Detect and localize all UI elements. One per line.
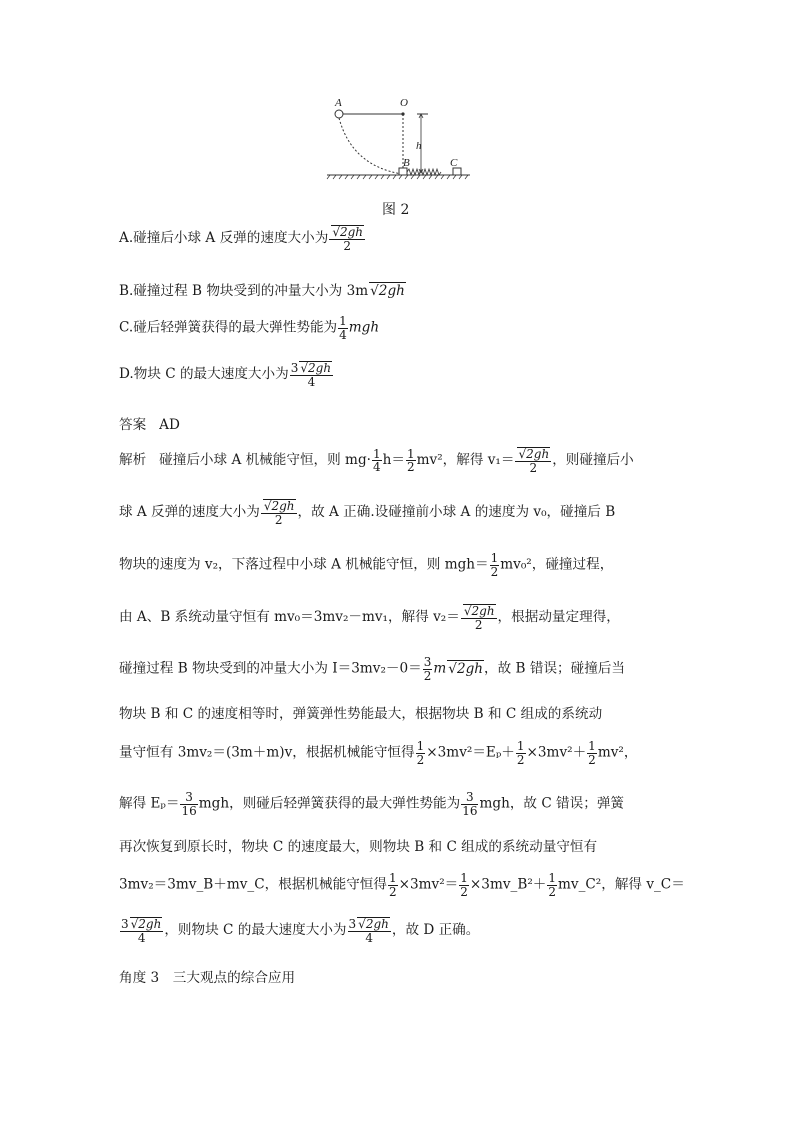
answer-line: 答案 AD [119, 417, 180, 433]
option-b: B.碰撞过程 B 物块受到的冲量大小为 3m√ 2gh [119, 279, 406, 299]
label-a: A [335, 97, 342, 109]
swing-arc [339, 118, 402, 174]
figure-caption: 图 2 [382, 202, 410, 218]
option-c: C.碰后轻弹簧获得的最大弹性势能为 $\frac{1}{4}$ mgh [119, 314, 380, 342]
label-b: B [403, 157, 410, 169]
analysis-line-1: 解析 碰撞后小球 A 机械能守恒，则 mg· $\frac{1}{4}$ h＝ $\frac{1}{2}$ mv²，解得 v₁＝ √ $\frac{2gh}{2}$ ，则碰撞后小 [119, 447, 634, 474]
analysis-line-9: 再次恢复到原长时，物块 C 的速度最大，则物块 B 和 C 组成的系统动量守恒有 [119, 839, 598, 855]
physics-diagram [322, 94, 472, 186]
section-heading: 角度 3 三大观点的综合应用 [119, 970, 296, 986]
spring [407, 169, 441, 175]
analysis-line-8: 解得 Eₚ＝ $\frac{3}{16}$ mgh，则碰后轻弹簧获得的最大弹性势能为 $\frac{3}{16}$ mgh，故 C 错误；弹簧 [119, 790, 625, 818]
option-d: D.物块 C 的最大速度大小为 $\frac{3√ 2gh}{4}$ [119, 361, 334, 388]
ball-a [335, 110, 343, 118]
analysis-line-7: 量守恒有 3mv₂＝(3m＋m)v，根据机械能守恒得 $\frac{1}{2}$ ×3mv²＝Eₚ＋ $\frac{1}{2}$ ×3mv²＋ $\frac{1}{2}$ mv²， [119, 739, 638, 767]
block-b [399, 168, 407, 175]
analysis-line-4: 由 A、B 系统动量守恒有 mv₀＝3mv₂－mv₁，解得 v₂＝ √ $\frac{2gh}{2}$ ，根据动量定理得， [119, 604, 620, 631]
analysis-line-5: 碰撞过程 B 物块受到的冲量大小为 I＝3mv₂－0＝ $\frac{3}{2}$ m√ 2gh，故 B 错误；碰撞后当 [119, 656, 625, 682]
label-h: h [416, 140, 422, 152]
label-o: O [400, 97, 408, 109]
analysis-line-10: 3mv₂＝3mv_B＋mv_C，根据机械能守恒得 $\frac{1}{2}$ ×3mv²＝ $\frac{1}{2}$ ×3mv_B²＋ $\frac{1}{2}$ mv_C²，解得 v_C＝ [119, 871, 685, 899]
analysis-line-2: 球 A 反弹的速度大小为 √ $\frac{2gh}{2}$ ，故 A 正确.设碰撞前小球 A 的速度为 v₀，碰撞后 B [119, 499, 615, 526]
analysis-line-3: 物块的速度为 v₂，下落过程中小球 A 机械能守恒，则 mgh＝ $\frac{1}{2}$ mv₀²，碰撞过程， [119, 551, 614, 579]
analysis-line-6: 物块 B 和 C 的速度相等时，弹簧弹性势能最大，根据物块 B 和 C 组成的系统动 [119, 706, 603, 722]
block-c [453, 168, 461, 175]
analysis-line-11: $\frac{3√ 2gh}{4}$ ，则物块 C 的最大速度大小为 $\frac{3√ 2gh}{4}$ ，故 D 正确。 [119, 917, 479, 944]
ground-hatch [327, 175, 468, 179]
label-c: C [450, 157, 458, 169]
option-a: A.碰撞后小球 A 反弹的速度大小为 √ $\frac{2gh}{2}$ [119, 225, 366, 252]
